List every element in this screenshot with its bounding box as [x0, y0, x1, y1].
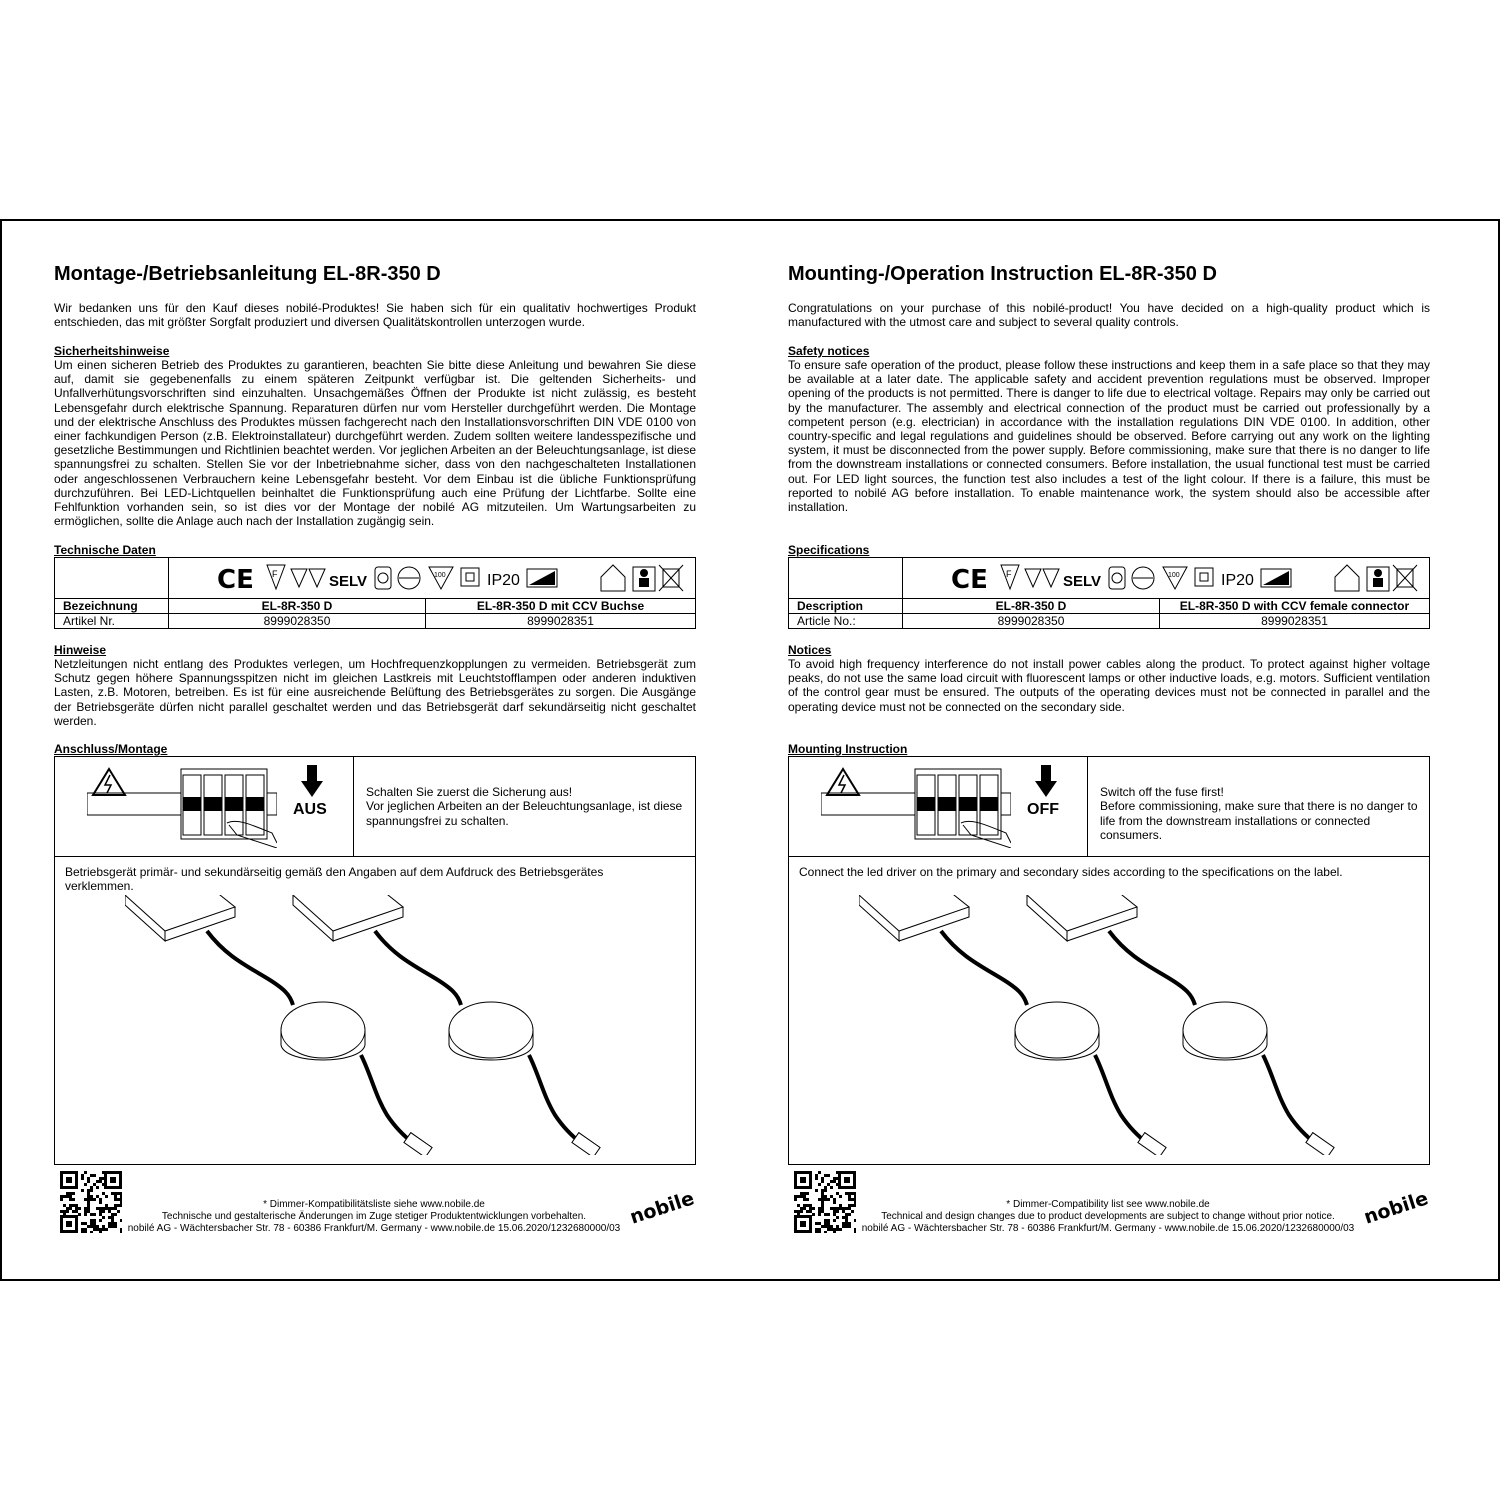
svg-text:F: F: [1006, 569, 1012, 579]
footer-line-1: * Dimmer-Compatibility list see www.nobile.de: [1006, 1199, 1210, 1210]
spec-heading: Technische Daten: [54, 543, 156, 557]
mm-mark-icon: [1025, 569, 1041, 587]
driver-drawing: [859, 895, 1339, 1155]
footer-line-1: * Dimmer-Kompatibilitätsliste siehe www.nobile.de: [263, 1199, 485, 1210]
mount-heading: Anschluss/Montage: [54, 742, 168, 756]
indoor-icon: [601, 565, 625, 591]
svg-text:100: 100: [1168, 572, 1180, 579]
certification-symbols: [903, 558, 1430, 599]
nobile-logo: nobile: [627, 1187, 697, 1229]
selv-mark: SELV: [1063, 573, 1102, 590]
safety-heading: Sicherheitshinweise: [54, 344, 170, 358]
footer-line-2: Technische und gestalterische Änderungen im Zuge stetiger Produktentwicklungen vorbehalten.: [161, 1211, 587, 1222]
double-insulation-icon: [461, 568, 479, 586]
transformer-icon: [375, 567, 391, 589]
spec-label-article: Artikel Nr.: [55, 614, 169, 629]
safety-heading: Safety notices: [788, 344, 870, 358]
spec-article-2: 8999028351: [426, 614, 696, 629]
nobile-logo: nobile: [1361, 1187, 1431, 1229]
spec-table: [788, 557, 1430, 629]
fuse-instruction-line-1: Switch off the fuse first!: [1100, 785, 1224, 799]
down-arrow-icon: [1035, 765, 1057, 799]
ce-mark-icon: CE: [217, 565, 254, 595]
fuse-instruction-line-2: Before commissioning, make sure that there is no danger to life from the downstream installations or connected consumers.: [1100, 799, 1418, 842]
connect-instruction: Connect the led driver on the primary and secondary sides according to the specifications on the label.: [799, 865, 1343, 879]
certification-symbols: [169, 558, 696, 599]
connect-instruction: Betriebsgerät primär- und sekundärseitig gemäß den Angaben auf dem Aufdruck des Betriebsgerätes verklemmen.: [65, 865, 604, 893]
ip-rating: IP20: [487, 572, 520, 589]
mounting-box: [54, 756, 696, 1165]
fuse-panel: [789, 757, 1429, 857]
intro-text: Wir bedanken uns für den Kauf dieses nobilé-Produktes! Sie haben sich für ein qualitativ hochwertiges Produkt entschieden, das mit größter Sorgfalt produziert und diversen Qualitätskontrollen unterzogen wurde.: [54, 301, 696, 329]
fuse-switch-illustration: [87, 763, 277, 848]
footer-line-2: Technical and design changes due to product developments are subject to change without prior notice.: [881, 1211, 1335, 1222]
spec-model-1: EL-8R-350 D: [903, 599, 1160, 614]
down-arrow-icon: [301, 765, 323, 799]
notes-heading: Hinweise: [54, 643, 107, 657]
svg-text:F: F: [272, 569, 278, 579]
mounting-box: [788, 756, 1430, 1165]
symbol-row: [911, 561, 1331, 595]
switch-off-label: AUS: [293, 801, 327, 818]
spec-article-1: 8999028350: [169, 614, 426, 629]
fuse-instruction-line-1: Schalten Sie zuerst die Sicherung aus!: [366, 785, 573, 799]
qr-code-icon: [794, 1171, 856, 1233]
svg-text:100: 100: [434, 572, 446, 579]
mount-heading: Mounting Instruction: [788, 742, 908, 756]
footer: [788, 1169, 1430, 1239]
fuse-panel: [55, 757, 695, 857]
switch-off-label: OFF: [1027, 801, 1059, 818]
document-sheet: [0, 219, 1500, 1281]
driver-drawing: [125, 895, 605, 1155]
spec-article-2: 8999028351: [1160, 614, 1430, 629]
footer-text: [124, 1199, 624, 1235]
symbol-row: [177, 561, 597, 595]
double-insulation-icon: [1195, 568, 1213, 586]
ce-mark-icon: CE: [951, 565, 988, 595]
ip-rating: IP20: [1221, 572, 1254, 589]
footer-line-3: nobilé AG - Wächtersbacher Str. 78 - 60386 Frankfurt/M. Germany - www.nobile.de 15.06.2020/1232680000/03: [861, 1223, 1355, 1234]
footer-line-3: nobilé AG - Wächtersbacher Str. 78 - 60386 Frankfurt/M. Germany - www.nobile.de 15.06.2020/1232680000/03: [127, 1223, 621, 1234]
fuse-switch-illustration: [821, 763, 1011, 848]
footer: [54, 1169, 696, 1239]
spec-model-1: EL-8R-350 D: [169, 599, 426, 614]
fuse-instruction: [1100, 785, 1420, 842]
safety-text: To ensure safe operation of the product, please follow these instructions and keep them in a safe place so that they may be available at a later date. The applicable safety and accident prevention regulations must be observed. Improper opening of the products is not permitted. There is danger to life due to electrical voltage. Repairs may only be carried out by the manufacturer. The assembly and electrical connection of the product must be carried out professionally by a competent person (e.g. electrician) in accordance with the installation regulations DIN VDE 0100. In addition, other country-specific and legal regulations and guidelines should be observed. Before carrying out any work on the lighting system, it must be disconnected from the power supply. Before commissioning, make sure that there is no danger to life from the downstream installations or connected consumers. Before installation, the usual functional test must be carried out. For LED light sources, the function test also includes a test of the light colour. If there is a failure, this must be reported to nobilé AG before installation. To enable maintenance work, the system should also be accessible after installation.: [788, 358, 1430, 515]
notes-text: To avoid high frequency interference do not install power cables along the product. To protect against higher voltage peaks, do not use the same load circuit with fluorescent lamps or other inductive loads, e.g. motors. Sufficient ventilation of the control gear must be ensured. The outputs of the operating devices must not be connected in parallel and the operating device must not be connected on the secondary side.: [788, 657, 1430, 714]
mm-mark-icon: [291, 569, 307, 587]
intro-text: Congratulations on your purchase of this nobilé-product! You have decided on a high-quality product which is manufactured with the utmost care and subject to several quality controls.: [788, 301, 1430, 329]
spec-table: [54, 557, 696, 629]
notes-text: Netzleitungen nicht entlang des Produktes verlegen, um Hochfrequenzkopplungen zu vermeiden. Betriebsgerät zum Schutz gegen höhere Spannungsspitzen nicht im gleichen Lastkreis mit Leuchtstofflampen oder anderen induktiven Lasten, z.B. Motoren, betreiben. Es ist für eine ausreichende Belüftung des Betriebsgerätes zu sorgen. Die Ausgänge der Betriebsgeräte dürfen nicht parallel geschaltet werden und das Betriebsgerät darf sekundärseitig nicht geschaltet werden.: [54, 657, 696, 728]
spec-heading: Specifications: [788, 543, 870, 557]
indoor-icon: [1335, 565, 1359, 591]
led-driver-illustration: [859, 895, 1339, 1160]
led-driver-illustration: [125, 895, 605, 1160]
footer-text: [858, 1199, 1358, 1235]
spec-model-2: EL-8R-350 D mit CCV Buchse: [426, 599, 696, 614]
selv-mark: SELV: [329, 573, 368, 590]
fuse-instruction: [366, 785, 686, 828]
spec-model-2: EL-8R-350 D with CCV female connector: [1160, 599, 1430, 614]
safety-text: Um einen sicheren Betrieb des Produktes zu garantieren, beachten Sie bitte diese Anleitung und bewahren Sie diese auf, damit sie gegebenenfalls zu einem späteren Zeitpunkt verfügbar ist. Die geltenden Sicherheits- und Unfallverhütungsvorschriften sind einzuhalten. Unsachgemäßes Öffnen der Produkte ist nicht zulässig, es besteht Lebensgefahr durch elektrische Spannung. Reparaturen dürfen nur vom Hersteller durchgeführt werden. Die Montage und der elektrische Anschluss des Produktes müssen fachgerecht nach den Installationsvorschriften DIN VDE 0100 von einer fachkundigen Person (z.B. Elektroinstallateur) durchgeführt werden. Zudem sollten weitere landesspezifische und gesetzliche Bestimmungen und Richtlinien beachtet werden. Vor jeglichen Arbeiten an der Beleuchtungsanlage, ist diese spannungsfrei zu schalten. Stellen Sie vor der Inbetriebnahme sicher, dass von den nachgeschalteten Installationen oder angeschlossenen Verbrauchern keine Lebensgefahr besteht. Vor dem Einbau ist die übliche Funktionsprüfung durchzuführen. Bei LED-Lichtquellen beinhaltet die Funktionsprüfung auch eine Prüfung der Lichtfarbe. Sollte eine Fehlfunktion vorhanden sein, so ist dies vor der Montage der nobilé AG mitzuteilen. Um Wartungsarbeiten zu ermöglichen, sollte die Anlage auch nach der Installation zugängig sein.: [54, 358, 696, 529]
spec-label-description: Description: [789, 599, 903, 614]
notes-heading: Notices: [788, 643, 832, 657]
symbol-row-2: [1331, 561, 1421, 595]
spec-label-article: Article No.:: [789, 614, 903, 629]
transformer-icon: [1109, 567, 1125, 589]
page-title: Montage-/Betriebsanleitung EL-8R-350 D: [54, 263, 441, 285]
symbol-row-2: [597, 561, 687, 595]
spec-label-description: Bezeichnung: [55, 599, 169, 614]
fuse-instruction-line-2: Vor jeglichen Arbeiten an der Beleuchtungsanlage, ist diese spannungsfrei zu schalten.: [366, 799, 683, 828]
page-title: Mounting-/Operation Instruction EL-8R-350 D: [788, 263, 1217, 285]
qr-code-icon: [60, 1171, 122, 1233]
spec-article-1: 8999028350: [903, 614, 1160, 629]
